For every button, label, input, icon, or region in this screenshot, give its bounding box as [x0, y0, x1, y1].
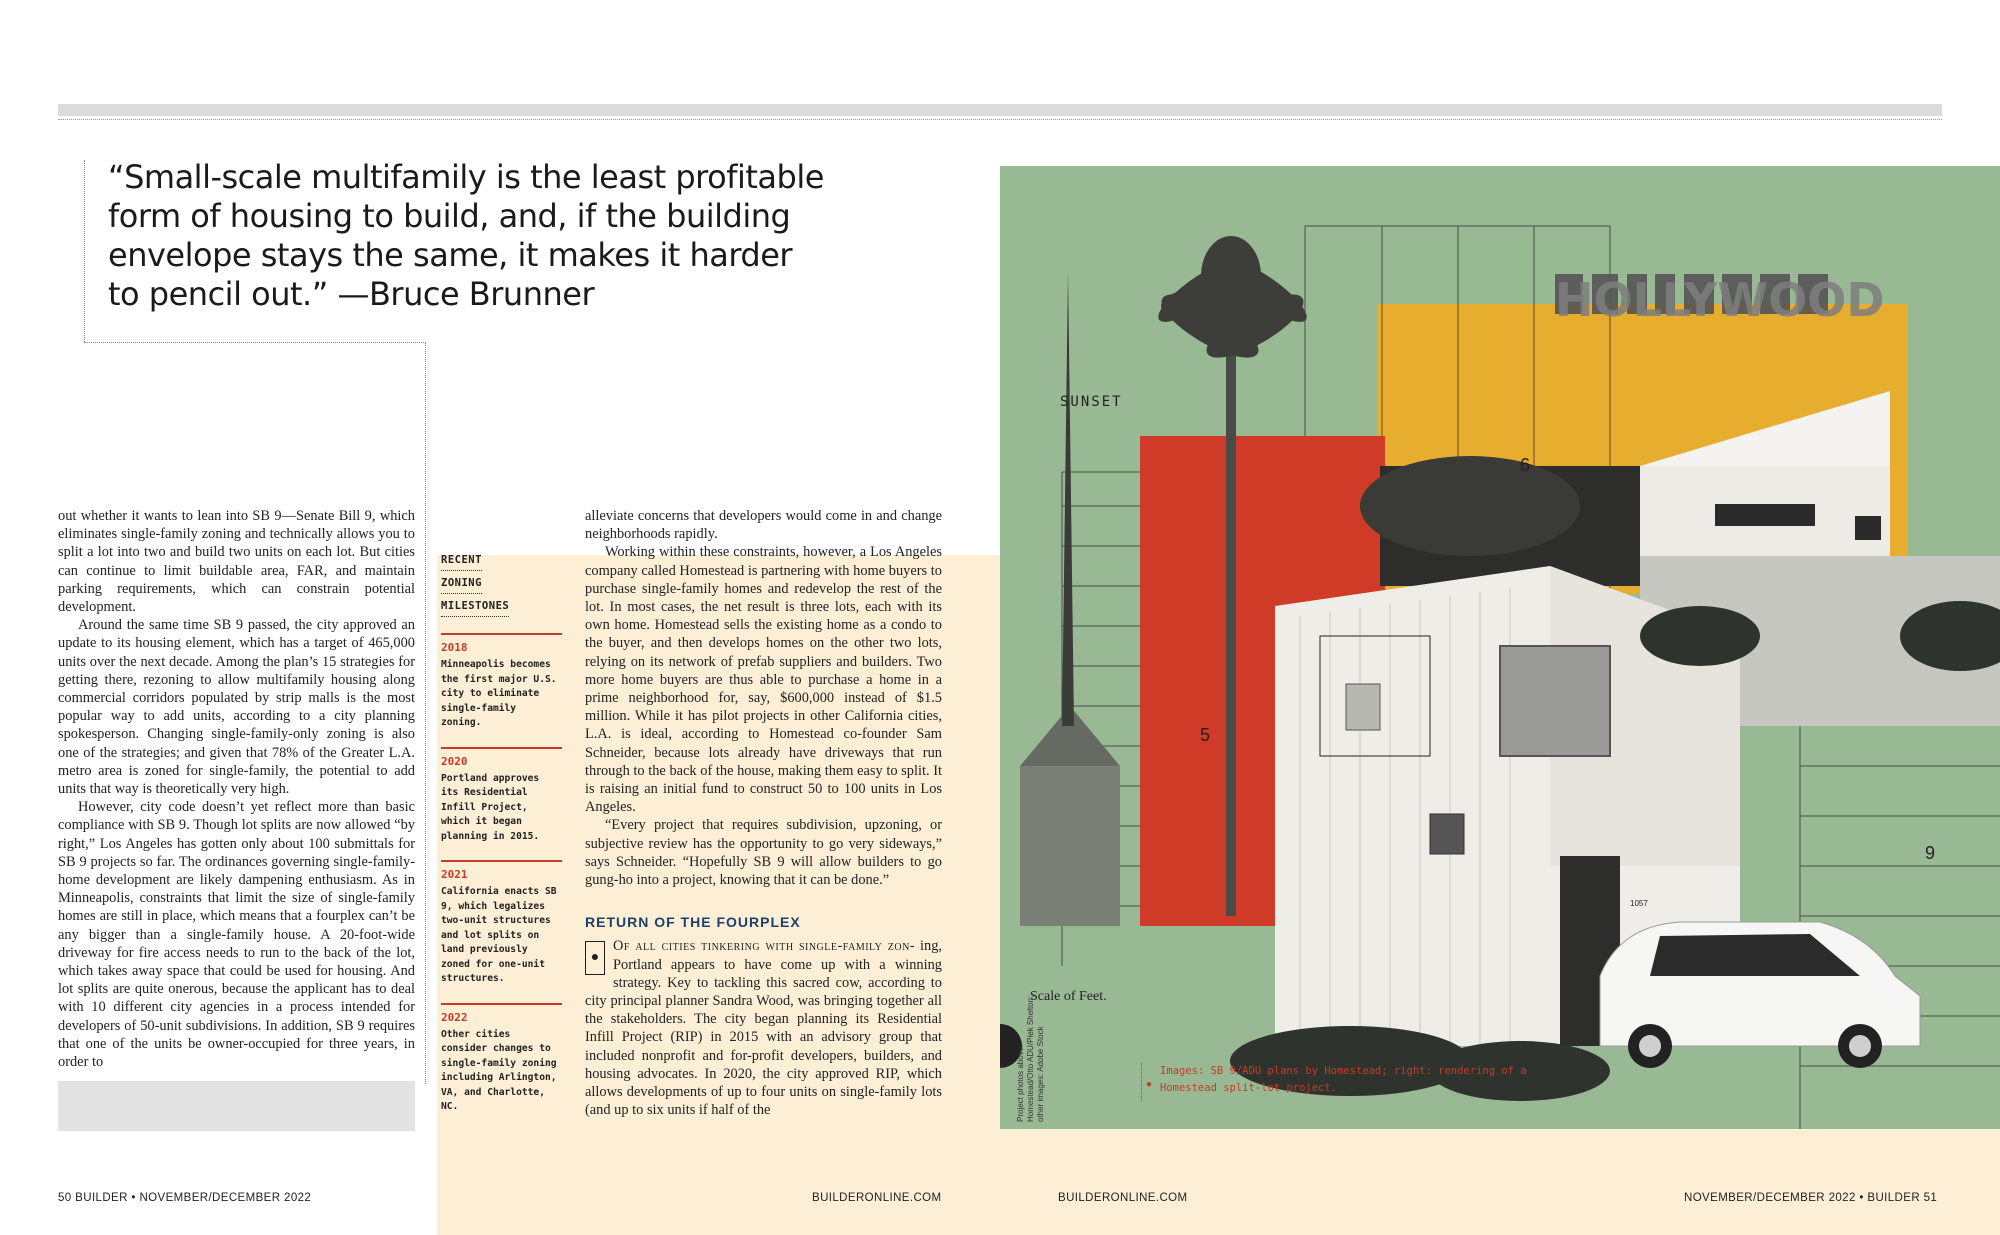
paragraph: Working within these constraints, however, a Los Angeles company called Homestead is partnering with home buyers to purchase single-family homes and redevelop the rest of the lot. In most cases, the net result is three lots, each with its own home. Homestead sells the existing home as a condo to the buyer, and then develops homes on the other two lots, relying on its network of prefab suppliers and builders. Two more home buyers are thus able to purchase a home in a prime neighborhood for, say, $600,000 instead of $1.5 million. While it has pilot projects in other California cities, L.A. is ideal, according to Homestead co-founder Sam Schneider, because lots already have driveways that run through to the back of the house, making them easy to split. It is raising an initial fund to construct 50 to 100 units in Los Angeles.	[585, 544, 942, 816]
lot-number: 5	[1200, 725, 1211, 745]
gray-placeholder-box	[58, 1081, 415, 1131]
left-folio: 50 BUILDER • NOVEMBER/DECEMBER 2022	[58, 1192, 312, 1204]
middle-column	[585, 507, 942, 1120]
image-caption: Images: SB 9/ADU plans by Homestead; right: rendering of a Homestead split-lot project.	[1141, 1063, 1529, 1101]
right-url: BUILDERONLINE.COM	[1058, 1192, 1188, 1204]
pull-quote-bottom-rule	[84, 342, 426, 343]
top-dotted-rule	[58, 119, 1942, 120]
paragraph: alleviate concerns that developers would come in and change neighborhoods rapidly.	[585, 508, 942, 543]
body-text: ing, Portland appears to have come up with a winning strategy. Key to tackling this sacred cow, according to city principal planner Sandra Wood, was bringing together all the stakeholders. The city began planning its Residential Infill Project (RIP) in 2015 with an advisory group that included nonprofit and for-profit developers, builders, and housing advocates. In 2020, the city approved RIP, which allows developments of up to four units on single-family lots (and up to six units if half of the	[585, 938, 942, 1119]
paragraph: out whether it wants to lean into SB 9—Senate Bill 9, which eliminates single-family zoning and technically allows you to split a lot into two and build two units on each lot. But cities can continue to limit buildable area, FAR, and maintain parking requirements, which can constrain potential development.	[58, 508, 415, 616]
left-url: BUILDERONLINE.COM	[812, 1192, 942, 1204]
house-number: 1057	[1630, 899, 1648, 908]
paragraph: Around the same time SB 9 passed, the city approved an update to its housing element, which has a target of 465,000 units over the next decade. Among the plan’s 15 strategies for getting there, rezoning to allow multifamily housing along commercial corridors populated by strip malls is the most popular way to add units, according to a city planning spokesperson. Changing single-family-only zoning is also one of the strategies; and given that 78% of the Greater L.A. metro area is zoned for single-family, the potential to add units that way is theoretically very high.	[58, 617, 415, 798]
left-column	[58, 507, 415, 1071]
paragraph: However, city code doesn’t yet reflect more than basic compliance with SB 9. Though lot splits are now allowed “by right,” Los Angeles has gotten only about 100 submittals for SB 9 projects so far. The ordinances governing single-family-home development are likely dampening enthusiasm. As in Minneapolis, constraints that limit the size of single-family homes are still in place, which means that a fourplex can’t be any bigger than a single-family house. A 20-foot-wide driveway for fire access needs to run to the back of the lot, which takes away space that could be used for housing. And lot splits are quite onerous, because the applicant has to deal with 10 different city agencies in a process intended for developers of 50-unit subdivisions. In addition, SB 9 requires that one of the units be owner-occupied for three years, in order to	[58, 799, 415, 1071]
milestone-entry	[441, 633, 562, 731]
sunset-label: SUNSET	[1060, 394, 1123, 410]
milestone-entry	[441, 747, 562, 845]
right-folio: NOVEMBER/DECEMBER 2022 • BUILDER 51	[1684, 1192, 1938, 1204]
milestone-year: 2022	[441, 1010, 468, 1024]
paragraph: “Every project that requires subdivision, upzoning, or subjective review has the opportunity to go very sideways,” says Schneider. “Hopefully SB 9 will allow builders to go gung-ho into a project, knowing that it can be done.”	[585, 817, 942, 889]
photo-credit: Project photos above: Homestead/Otto ADU/Piek Shelton; other images: Adobe Stock	[1016, 995, 1045, 1122]
top-gray-rule	[58, 104, 1942, 116]
milestone-entry	[441, 1003, 562, 1115]
caption-bullet-icon: ●	[1146, 1079, 1153, 1090]
milestone-text: Other cities consider changes to single-family zoning including Arlington, VA, and Charlotte, NC.	[441, 1028, 557, 1112]
split-lot-illustration	[1000, 166, 2000, 1129]
milestone-year: 2020	[441, 754, 468, 768]
milestone-year: 2018	[441, 641, 468, 654]
sidebar-title: RECENT ZONING MILESTONES	[441, 548, 562, 617]
milestone-text: California enacts SB 9, which legalizes two-unit structures and lot splits on land previously zoned for one-unit structures.	[441, 886, 557, 984]
milestone-year: 2021	[441, 868, 468, 881]
column-divider-rule	[425, 342, 426, 1084]
lead-in-text: Of all cities tinkering with single-family zon-	[613, 938, 916, 955]
pull-quote: “Small-scale multifamily is the least profitable form of housing to build, and, if the building envelope stays the same, it makes it harder to pencil out.” —Bruce Brunner	[108, 158, 824, 313]
milestone-text: Minneapolis becomes the first major U.S. city to eliminate single-family zoning.	[441, 659, 557, 728]
milestone-text: Portland approves its Residential Infill Project, which it began planning in 2015.	[441, 772, 540, 842]
paragraph	[585, 937, 942, 1119]
bullet-drop-icon: ●	[585, 941, 605, 975]
milestone-entry	[441, 860, 562, 987]
zoning-milestones-sidebar	[441, 548, 562, 1115]
hollywood-sign: HOLLYWOOD	[1555, 273, 1885, 327]
lot-number: 9	[1925, 843, 1936, 863]
scale-label: Scale of Feet.	[1030, 989, 1107, 1004]
section-heading: RETURN OF THE FOURPLEX	[585, 914, 801, 931]
lot-number: 6	[1520, 455, 1531, 475]
